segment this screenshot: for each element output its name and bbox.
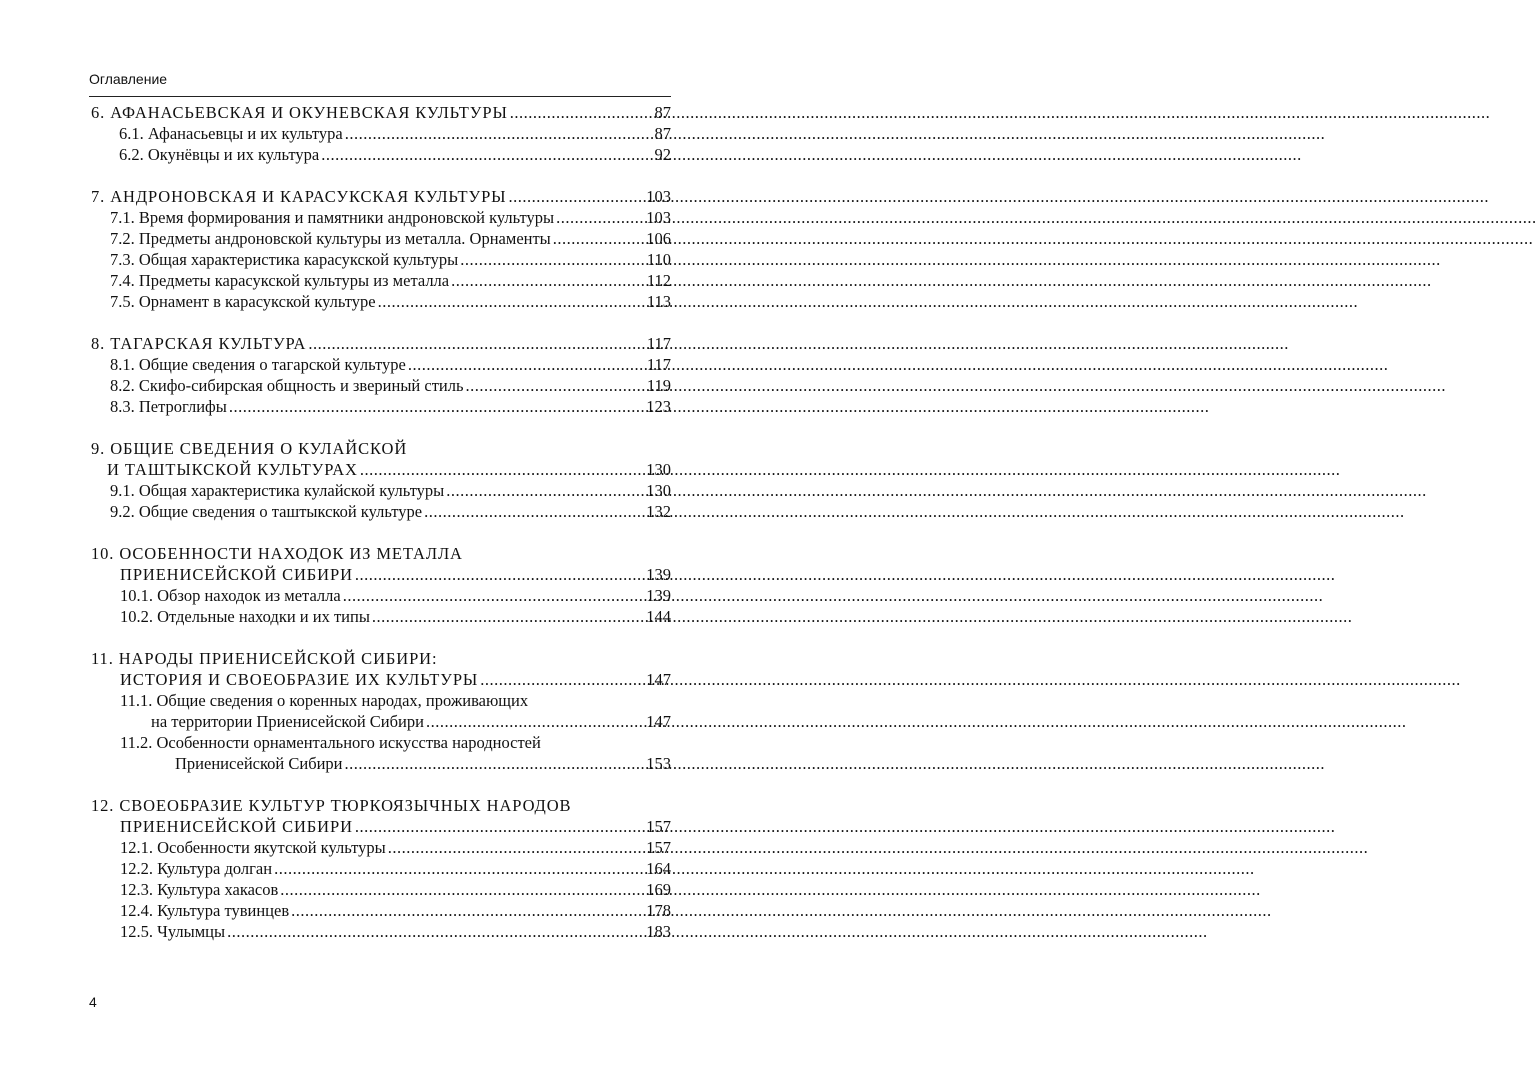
toc-page-number: 103: [646, 208, 671, 227]
toc-item-11-2-line1[interactable]: 11.2. Особенности орнаментального искусства народностей: [120, 733, 541, 752]
toc-item-label: 10.2. Отдельные находки и их типы: [120, 607, 370, 626]
dot-leader: [510, 102, 653, 123]
dot-leader: [360, 459, 644, 480]
header-rule: [89, 96, 671, 97]
spacer: [91, 627, 671, 648]
toc-item-label: 7.5. Орнамент в карасукской культуре: [110, 292, 376, 311]
toc-chapter-7[interactable]: [91, 186, 671, 207]
toc-item-label: 7.4. Предметы карасукской культуры из металла: [110, 271, 450, 290]
spacer: [91, 165, 671, 186]
dot-leader: [553, 228, 644, 249]
toc-item-label: на территории Приенисейской Сибири: [151, 712, 424, 731]
toc-page-number: 92: [654, 145, 671, 164]
toc-chapter-title: 7. АНДРОНОВСКАЯ И КАРАСУКСКАЯ КУЛЬТУРЫ: [91, 187, 507, 206]
toc-page-number: 106: [646, 229, 671, 248]
dot-leader: [355, 564, 644, 585]
toc-chapter-9[interactable]: [91, 459, 671, 480]
dot-leader: [378, 291, 645, 312]
toc-page-number: 153: [646, 754, 671, 773]
toc-page-number: 164: [646, 859, 671, 878]
dot-leader: [466, 375, 645, 396]
toc-chapter-title: 6. АФАНАСЬЕВСКАЯ И ОКУНЕВСКАЯ КУЛЬТУРЫ: [91, 103, 508, 122]
dot-leader: [355, 816, 644, 837]
toc-chapter-12-title-line1[interactable]: 12. СВОЕОБРАЗИЕ КУЛЬТУР ТЮРКОЯЗЫЧНЫХ НАРОДОВ: [91, 796, 572, 815]
dot-leader: [424, 501, 644, 522]
toc-page-number: 117: [646, 334, 671, 353]
toc-item-label: 12.2. Культура долган: [120, 859, 273, 878]
running-header: Оглавление: [89, 71, 168, 87]
page-number: 4: [89, 994, 97, 1010]
toc-item-12-5[interactable]: [91, 921, 671, 942]
toc-chapter-title: ИСТОРИЯ И СВОЕОБРАЗИЕ ИХ КУЛЬТУРЫ: [120, 670, 479, 689]
toc-chapter-title: 8. ТАГАРСКАЯ КУЛЬТУРА: [91, 334, 307, 353]
toc-page-number: 130: [646, 481, 671, 500]
dot-leader: [446, 480, 644, 501]
toc-item-label: 6.1. Афанасьевцы и их культура: [119, 124, 343, 143]
toc-item-label: 12.3. Культура хакасов: [120, 880, 279, 899]
dot-leader: [508, 186, 644, 207]
toc-item-label: 12.4. Культура тувинцев: [120, 901, 290, 920]
toc-chapter-title: ПРИЕНИСЕЙСКОЙ СИБИРИ: [120, 817, 353, 836]
toc-item-12-4[interactable]: [91, 900, 671, 921]
dot-leader: [372, 606, 644, 627]
toc-item-10-1[interactable]: [91, 585, 671, 606]
dot-leader: [345, 753, 645, 774]
spacer: [91, 522, 671, 543]
toc-chapter-6[interactable]: [91, 102, 671, 123]
toc-item-7-4[interactable]: [91, 270, 671, 291]
dot-leader: [291, 900, 644, 921]
toc-page-number: 139: [646, 565, 671, 584]
toc-chapter-10-title-line1[interactable]: 10. ОСОБЕННОСТИ НАХОДОК ИЗ МЕТАЛЛА: [91, 544, 463, 563]
toc-page-number: 147: [646, 670, 671, 689]
toc-item-6-2[interactable]: [91, 144, 671, 165]
toc-page-number: 112: [646, 271, 671, 290]
toc-page-number: 157: [646, 817, 671, 836]
dot-leader: [451, 270, 645, 291]
toc-page-number: 157: [646, 838, 671, 857]
dot-leader: [280, 879, 644, 900]
toc-item-label: 8.3. Петроглифы: [110, 397, 227, 416]
toc-chapter-title: ПРИЕНИСЕЙСКОЙ СИБИРИ: [120, 565, 353, 584]
toc-item-11-1-line1[interactable]: 11.1. Общие сведения о коренных народах, проживающих: [120, 691, 529, 710]
dot-leader: [408, 354, 645, 375]
toc-item-8-2[interactable]: [91, 375, 671, 396]
toc-page-number: 132: [646, 502, 671, 521]
toc-item-label: Приенисейской Сибири: [175, 754, 343, 773]
toc-item-6-1[interactable]: [91, 123, 671, 144]
toc-item-label: 9.1. Общая характеристика кулайской культуры: [110, 481, 445, 500]
dot-leader: [426, 711, 644, 732]
toc-item-7-5[interactable]: [91, 291, 671, 312]
toc-page-number: 139: [646, 586, 671, 605]
toc-item-12-3[interactable]: [91, 879, 671, 900]
toc-page-number: 87: [654, 124, 671, 143]
toc-chapter-title: И ТАШТЫКСКОЙ КУЛЬТУРАХ: [107, 460, 358, 479]
table-of-contents: [91, 102, 671, 942]
dot-leader: [343, 585, 645, 606]
toc-item-8-3[interactable]: [91, 396, 671, 417]
dot-leader: [480, 669, 644, 690]
toc-item-label: 12.5. Чулымцы: [120, 922, 226, 941]
toc-item-12-1[interactable]: [91, 837, 671, 858]
toc-page-number: 123: [646, 397, 671, 416]
toc-item-11-1[interactable]: [91, 711, 671, 732]
toc-chapter-8[interactable]: [91, 333, 671, 354]
dot-leader: [274, 858, 644, 879]
toc-item-label: 9.2. Общие сведения о таштыкской культуре: [110, 502, 423, 521]
toc-page-number: 169: [646, 880, 671, 899]
toc-page-number: 87: [654, 103, 671, 122]
toc-chapter-12[interactable]: [91, 816, 671, 837]
toc-page-number: 178: [646, 901, 671, 920]
toc-item-9-2[interactable]: [91, 501, 671, 522]
dot-leader: [388, 837, 645, 858]
toc-item-7-3[interactable]: [91, 249, 671, 270]
toc-item-label: 12.1. Особенности якутской культуры: [120, 838, 386, 857]
toc-item-8-1[interactable]: [91, 354, 671, 375]
toc-chapter-10[interactable]: [91, 564, 671, 585]
toc-page-number: 144: [646, 607, 671, 626]
dot-leader: [460, 249, 645, 270]
toc-chapter-11-title-line1[interactable]: 11. НАРОДЫ ПРИЕНИСЕЙСКОЙ СИБИРИ:: [91, 649, 438, 668]
toc-chapter-11[interactable]: [91, 669, 671, 690]
toc-page-number: 130: [646, 460, 671, 479]
toc-item-label: 10.1. Обзор находок из металла: [120, 586, 341, 605]
toc-page-number: 113: [646, 292, 671, 311]
dot-leader: [229, 396, 644, 417]
toc-item-7-2[interactable]: [91, 228, 671, 249]
toc-page-number: 119: [646, 376, 671, 395]
toc-item-11-2[interactable]: [91, 753, 671, 774]
dot-leader: [556, 207, 644, 228]
toc-chapter-9-title-line1[interactable]: 9. ОБЩИЕ СВЕДЕНИЯ О КУЛАЙСКОЙ: [91, 439, 408, 458]
dot-leader: [227, 921, 644, 942]
spacer: [91, 417, 671, 438]
toc-page-number: 110: [646, 250, 671, 269]
toc-item-label: 8.1. Общие сведения о тагарской культуре: [110, 355, 406, 374]
toc-item-10-2[interactable]: [91, 606, 671, 627]
toc-page-number: 117: [646, 355, 671, 374]
dot-leader: [321, 144, 652, 165]
toc-page-number: 103: [646, 187, 671, 206]
toc-item-12-2[interactable]: [91, 858, 671, 879]
toc-item-label: 8.2. Скифо-сибирская общность и звериный стиль: [110, 376, 464, 395]
toc-item-label: 7.3. Общая характеристика карасукской культуры: [110, 250, 459, 269]
toc-item-label: 7.1. Время формирования и памятники андроновской культуры: [110, 208, 555, 227]
toc-page-number: 183: [646, 922, 671, 941]
dot-leader: [308, 333, 645, 354]
toc-item-9-1[interactable]: [91, 480, 671, 501]
spacer: [91, 774, 671, 795]
toc-page-number: 147: [646, 712, 671, 731]
toc-item-7-1[interactable]: [91, 207, 671, 228]
spacer: [91, 312, 671, 333]
toc-item-label: 7.2. Предметы андроновской культуры из металла. Орнаменты: [110, 229, 551, 248]
toc-item-label: 6.2. Окунёвцы и их культура: [119, 145, 320, 164]
dot-leader: [345, 123, 653, 144]
